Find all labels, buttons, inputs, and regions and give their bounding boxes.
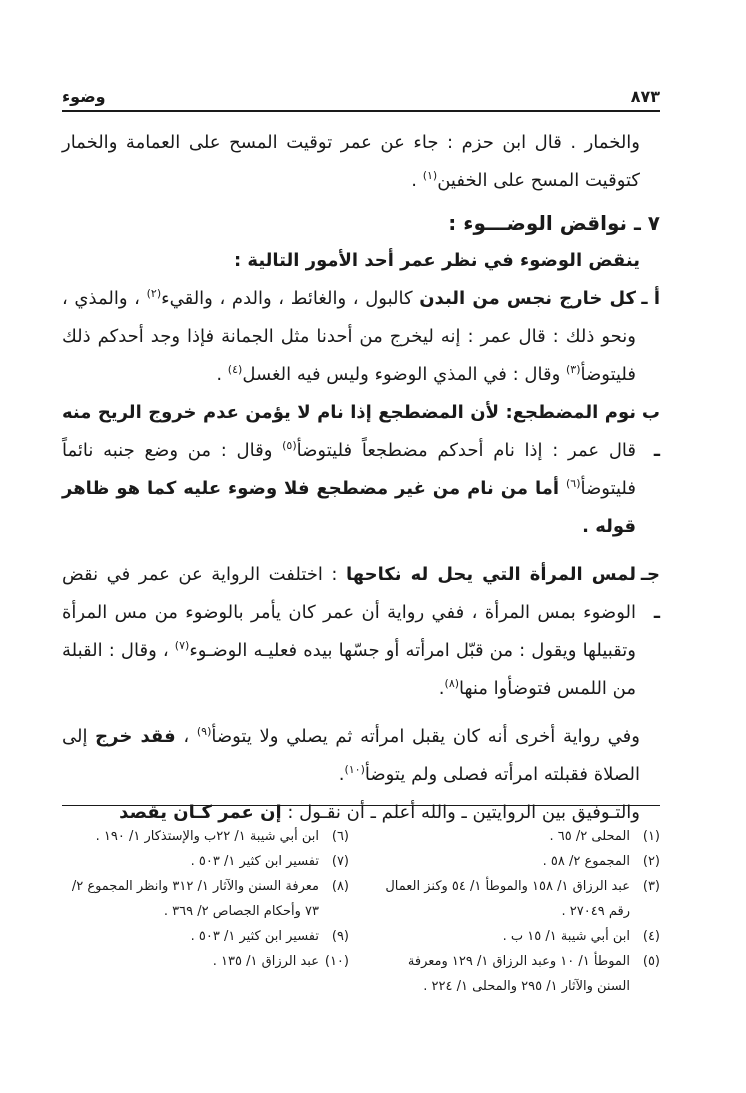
list-marker: أ ـ — [641, 288, 660, 309]
footnote-rule — [62, 805, 660, 806]
header-rule — [62, 110, 660, 112]
footnote: (٦) ابن أبي شيبة ١/ ٢٢ب والإستذكار ١/ ١٩٠ . — [95, 829, 349, 844]
list-item-a: أ ـ كل خارج نجس من البدن كالبول ، والغائط ، والدم ، والقيء$^{(٢)}$ ، والمذي ، ونحو ذلك : قال عمر : إنه ليخرج من أحدنا مثل الجمانة فإذا وجد أحدكم ذلك فليتوضأ$^{(٣)}$ وقال : في المذي الوضوء وليس فيه الغسل$^{(٤)}$ . — [62, 280, 660, 394]
footnote-ref: (٢) — [146, 287, 162, 300]
main-text — [62, 124, 660, 832]
footnote-ref: (٧) — [174, 639, 190, 652]
footnote-ref: (٥) — [282, 439, 297, 452]
footnote: (٧) تفسير ابن كثير ١/ ٥٠٣ . — [190, 854, 349, 869]
footnote-column-left — [62, 824, 349, 999]
page-number: ٨٧٣ — [630, 87, 660, 106]
footnote-ref: (٣) — [565, 363, 581, 376]
book-page — [62, 0, 660, 1093]
paragraph-reconciliation: والتـوفيق بين الروايتين ـ والله أعلم ـ أن نقـول : إن عمر كـان يقصد — [119, 802, 640, 823]
footnotes — [62, 824, 660, 999]
footnote-ref: (١٠) — [344, 763, 365, 776]
list-item-b: ب ـ نوم المضطجع: لأن المضطجع إذا نام لا يؤمن عدم خروج الريح منه قال عمر : إذا نام أحدكم مضطجعاً فليتوضأ$^{(٥)}$ وقال : من وضع جنبه نائماً فليتوضأ$^{(٦)}$ أما من نام من غير مضطجع فلا وضوء عليه كما هو ظاهر قوله . — [62, 394, 660, 546]
item-lead: نوم المضطجع — [512, 402, 636, 423]
paragraph-continuation: والخمار . قال ابن حزم : جاء عن عمر توقيت المسح على العمامة والخمار كتوقيت المسح على الخفين$^{(١)}$ . — [62, 132, 640, 191]
list-marker: جـ ـ — [640, 564, 660, 623]
footnote-ref: (١) — [422, 169, 438, 182]
section-heading: ٧ ـ نواقض الوضـــوء : — [448, 211, 660, 235]
list-item-c: جـ ـ لمس المرأة التي يحل له نكاحها : اختلفت الرواية عن عمر في نقض الوضوء بمس المرأة ، ففي رواية أن عمر كان يأمر بالوضوء من مس المرأة وتقبيلها ويقول : من قبّل امرأته أو جسّها بيده فعليـه الوضـوء$^{(٧)}$ ، وقال : القبلة من اللمس فتوضأوا منها$^{(٨)}$. — [62, 556, 660, 708]
section-intro: ينقض الوضوء في نظر عمر أحد الأمور التالية : — [233, 250, 640, 271]
footnote: (٨) معرفة السنن والآثار ١/ ٣١٢ وانظر المجموع ٢/ ٧٣ وأحكام الجصاص ٢/ ٣٦٩ . — [71, 879, 349, 919]
item-lead: لمس المرأة التي يحل له نكاحها — [345, 564, 637, 585]
running-head — [62, 80, 660, 106]
footnote-ref: (٤) — [227, 363, 243, 376]
footnote-ref: (٦) — [565, 477, 581, 490]
footnote-ref: (٨) — [444, 677, 460, 690]
footnote: (١٠) عبد الرزاق ١/ ١٣٥ . — [212, 954, 349, 969]
paragraph-other-narration: وفي رواية أخرى أنه كان يقبل امرأته ثم يصلي ولا يتوضأ$^{(٩)}$ ، فقد خرج إلى الصلاة فقبلته امرأته فصلى ولم يتوضأ$^{(١٠)}$. — [62, 725, 640, 785]
section-running-title: وضوء — [62, 87, 106, 106]
footnote-column-right — [373, 824, 660, 999]
list-marker: ب ـ — [641, 402, 660, 461]
footnote: (٥) الموطأ ١/ ١٠ وعبد الرزاق ١/ ١٢٩ ومعرفة السنن والآثار ١/ ٢٩٥ والمحلى ١/ ٢٢٤ . — [407, 954, 660, 994]
item-lead: كل خارج نجس من البدن — [419, 288, 636, 309]
footnote: (٩) تفسير ابن كثير ١/ ٥٠٣ . — [190, 929, 349, 944]
footnote: (١) المحلى ٢/ ٦٥ . — [549, 829, 660, 844]
footnote: (٢) المجموع ٢/ ٥٨ . — [542, 854, 660, 869]
footnote: (٤) ابن أبي شيبة ١/ ١٥ ب . — [502, 929, 660, 944]
footnote-ref: (٩) — [196, 725, 212, 738]
footnote: (٣) عبد الرزاق ١/ ١٥٨ والموطأ ١/ ٥٤ وكنز العمال رقم ٢٧٠٤٩ . — [385, 879, 660, 919]
